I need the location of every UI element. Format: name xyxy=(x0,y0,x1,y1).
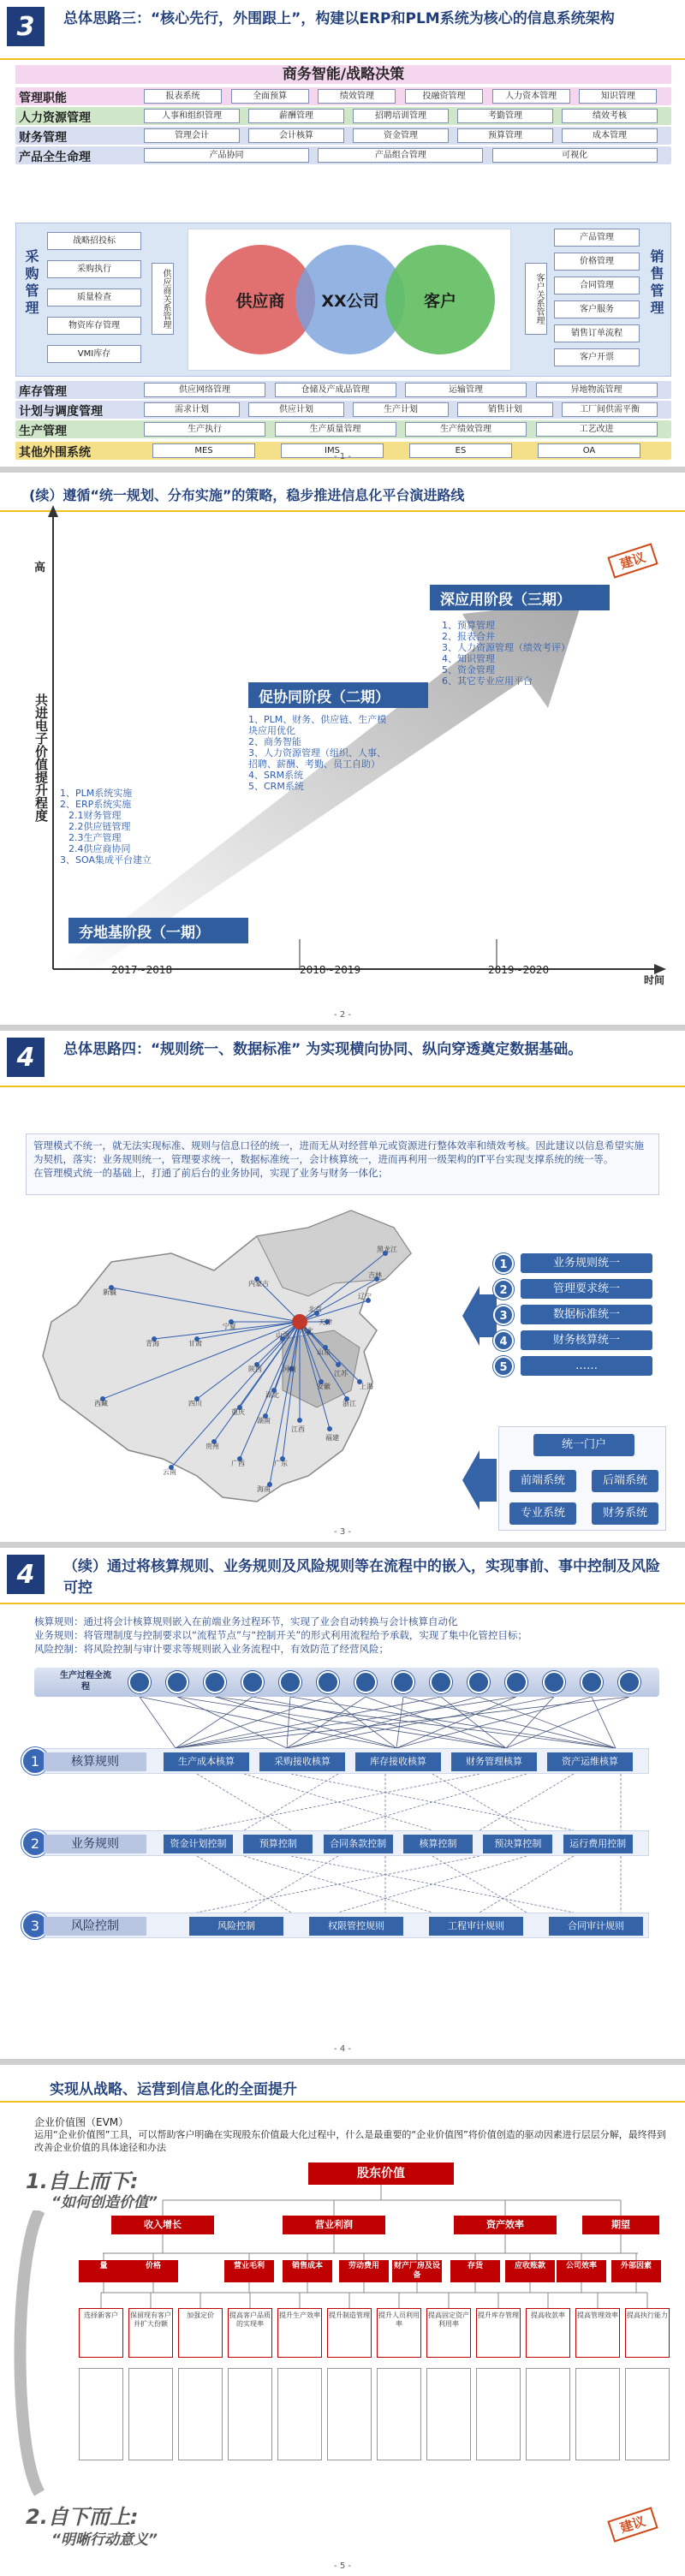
flow-connector xyxy=(140,1697,396,1748)
row-item: 异地物流管理 xyxy=(536,383,658,397)
process-step-icon xyxy=(505,1671,527,1693)
lane-connector-line xyxy=(197,1774,291,1830)
rule-number: 1 xyxy=(493,1253,514,1274)
map-province-label: 湖北 xyxy=(265,1391,279,1399)
lane-item: 风险控制 xyxy=(189,1917,283,1936)
purchase-label: 采购管理 xyxy=(23,249,39,318)
lane-connector-line xyxy=(197,1856,291,1913)
lane-connector-line xyxy=(338,1774,527,1830)
function-row xyxy=(15,420,671,438)
value-driver-l4: 提升生产效率 xyxy=(277,2308,322,2358)
process-label: 生产过程全流程 xyxy=(60,1671,111,1692)
function-row xyxy=(15,401,671,419)
map-province-label: 四川 xyxy=(188,1400,202,1407)
stage-item: 2.3生产管理 xyxy=(68,832,122,843)
row-label: 财务管理 xyxy=(19,131,67,145)
step1-desc: “如何创造价值” xyxy=(51,2194,158,2211)
stage-item: 2.2供应链管理 xyxy=(68,821,131,832)
sales-label: 销售管理 xyxy=(648,249,664,318)
function-row xyxy=(15,107,671,125)
stage-item: 3、SOA集成平台建立 xyxy=(60,854,152,866)
value-driver-l2: 收入增长 xyxy=(111,2216,214,2234)
map-province-label: 江西 xyxy=(291,1425,305,1433)
flow-connector xyxy=(287,1697,290,1748)
value-action-box xyxy=(377,2368,421,2460)
rules-description xyxy=(34,1615,659,1656)
map-province-label: 贵州 xyxy=(206,1443,219,1450)
map-province-label: 广东 xyxy=(274,1460,288,1467)
rule-line: 风险控制：将风险控制与审计要求等规则嵌入业务流程中，有效防范了经营风险； xyxy=(34,1643,389,1655)
row-item: 会计核算 xyxy=(248,128,344,143)
lane-connector-line xyxy=(244,1856,338,1913)
function-row xyxy=(15,87,671,105)
map-province-label: 北京 xyxy=(308,1306,322,1313)
lane-item: 运行费用控制 xyxy=(563,1835,633,1853)
function-row xyxy=(15,127,671,145)
map-province-label: 云南 xyxy=(163,1468,176,1476)
process-step-icon xyxy=(392,1671,414,1693)
stage-3-label: 深应用阶段（三期） xyxy=(430,585,610,610)
row-item: 生产执行 xyxy=(144,422,265,437)
flow-connector xyxy=(287,1697,479,1748)
page-number: - 4 - xyxy=(334,2044,351,2054)
row-item: 工厂间供需平衡 xyxy=(562,402,658,417)
row-label: 人力资源管理 xyxy=(19,111,91,125)
row-item: 资金管理 xyxy=(353,128,449,143)
intro-box xyxy=(26,1133,659,1195)
purchase-item: 质量检查 xyxy=(47,289,141,306)
lane-connector-line xyxy=(480,1774,574,1830)
backend-box: 后端系统 xyxy=(592,1470,658,1492)
stage-item: 5、CRM系统 xyxy=(248,781,304,792)
process-step-icon xyxy=(543,1671,565,1693)
map-province-label: 陕西 xyxy=(248,1365,262,1373)
process-step-icon xyxy=(204,1671,226,1693)
lane-label: 风险控制 xyxy=(44,1917,146,1936)
stage-item: 5、资金管理 xyxy=(442,664,495,675)
other-item: IMS xyxy=(281,443,384,458)
map-node xyxy=(337,1363,341,1367)
process-step-icon xyxy=(468,1671,490,1693)
stage-item: 2、报表合并 xyxy=(442,631,495,642)
systems-panel xyxy=(498,1426,666,1531)
map-province-label: 重庆 xyxy=(231,1408,245,1416)
flow-connector xyxy=(253,1697,506,1748)
intro-paragraph-2: 在管理模式统一的基础上，打通了前后台的业务协同，实现了业务与财务一体化； xyxy=(33,1167,388,1179)
row-label: 计划与调度管理 xyxy=(19,405,103,419)
lane-connector-line xyxy=(244,1774,432,1830)
row-item: 投融资管理 xyxy=(405,89,483,104)
row-item: 全面预算 xyxy=(231,89,309,104)
map-province-label: 新疆 xyxy=(103,1288,116,1296)
stage-2-label: 促协同阶段（二期） xyxy=(248,682,428,708)
rule-line: 业务规则：将管理制度与控制要求以“流程节点”与“控制开关”的形式利用流程给予承载，实现了集中化管控目标； xyxy=(34,1629,527,1641)
row-item: 成本管理 xyxy=(562,128,658,143)
year-3: 2019~2020 xyxy=(488,964,550,976)
row-item: 报表系统 xyxy=(144,89,222,104)
row-item: 生产绩效管理 xyxy=(405,422,527,437)
value-driver-l2: 营业利润 xyxy=(283,2216,385,2234)
purchase-item: 战略招投标 xyxy=(47,232,141,250)
value-driver-l4: 提高固定资产利用率 xyxy=(426,2308,471,2358)
map-province-label: 江苏 xyxy=(334,1370,348,1377)
middle-section xyxy=(15,223,671,377)
step2-label: 2.自下而上: xyxy=(26,2505,139,2529)
map-province-label: 浙江 xyxy=(342,1400,356,1407)
row-item: 生产质量管理 xyxy=(275,422,396,437)
slide-title: （续）通过将核算规则、业务规则及风险规则等在流程中的嵌入，实现事前、事中控制及风险可控 xyxy=(63,1558,660,1597)
value-driver-l4: 保留现有客户并扩大份额 xyxy=(128,2308,173,2358)
stage-1-items xyxy=(60,788,231,866)
value-driver-l3: 应收账款 xyxy=(505,2260,555,2282)
x-axis-label: 时间 xyxy=(644,974,665,986)
rule-item: 财务核算统一 xyxy=(521,1330,652,1350)
professional-box: 专业系统 xyxy=(509,1502,576,1525)
row-item: 运输管理 xyxy=(405,383,527,397)
row-item: 绩效管理 xyxy=(318,89,396,104)
row-item: 人事和组织管理 xyxy=(144,109,240,123)
process-step-icon xyxy=(430,1671,452,1693)
stage-item: 4、SRM系统 xyxy=(248,770,304,781)
map-province-label: 湖南 xyxy=(257,1417,271,1425)
lane-item: 财务管理核算 xyxy=(451,1752,537,1771)
year-2: 2018~2019 xyxy=(300,964,361,976)
value-driver-l4: 提升人员利用率 xyxy=(377,2308,421,2358)
map-province-label: 广西 xyxy=(231,1460,245,1467)
value-driver-l3: 营业毛利 xyxy=(224,2260,274,2282)
lane-item: 资金计划控制 xyxy=(164,1835,233,1853)
row-item: 产品组合管理 xyxy=(318,148,483,163)
row-item: 预算管理 xyxy=(457,128,553,143)
sales-item: 合同管理 xyxy=(554,277,640,294)
company-circle: XX公司 xyxy=(295,245,405,354)
process-step-icon xyxy=(581,1671,603,1693)
lane-connector xyxy=(0,1774,685,1830)
map-province-label: 青海 xyxy=(146,1340,159,1347)
value-action-box xyxy=(79,2368,123,2460)
stage-item: 3、人力资源管理（绩效考评） xyxy=(442,642,570,653)
rule-item: 数据标准统一 xyxy=(521,1305,652,1324)
slide-3 xyxy=(0,1031,685,1542)
lane-number: 1 xyxy=(21,1747,49,1775)
left-arrow-1 xyxy=(462,1286,497,1346)
map-province-label: 甘肃 xyxy=(188,1340,202,1347)
map-province-label: 内蒙古 xyxy=(248,1280,269,1288)
row-item: 供应计划 xyxy=(248,402,344,417)
value-driver-l4: 提高收款率 xyxy=(526,2308,570,2358)
process-step-icon xyxy=(317,1671,339,1693)
slide-title: (续）遵循“统一规划、分布实施”的策略，稳步推进信息化平台演进路线 xyxy=(29,487,465,503)
stage-2-items xyxy=(248,714,394,792)
row-item: 产品协同 xyxy=(144,148,309,163)
sales-item: 客户服务 xyxy=(554,300,640,318)
row-item: 薪酬管理 xyxy=(248,109,344,123)
rule-lane xyxy=(30,1830,649,1856)
value-driver-l2: 资产效率 xyxy=(454,2216,557,2234)
row-item: 销售计划 xyxy=(457,402,553,417)
title-rule xyxy=(0,58,685,60)
value-driver-l4: 选择新客户 xyxy=(79,2308,123,2358)
map-province-label: 黑龙江 xyxy=(377,1246,397,1253)
rule-number: 4 xyxy=(493,1330,514,1351)
rule-number: 2 xyxy=(493,1279,514,1300)
y-axis-arrow xyxy=(48,505,58,517)
lane-item: 预决算控制 xyxy=(483,1835,552,1853)
map-province-label: 安徽 xyxy=(317,1383,331,1390)
lane-item: 合同审计规则 xyxy=(549,1917,643,1936)
lane-item: 权限管控规则 xyxy=(309,1917,403,1936)
y-high-label: 高 xyxy=(34,562,46,574)
row-item: 工艺改进 xyxy=(536,422,658,437)
lane-item: 核算控制 xyxy=(403,1835,473,1853)
value-driver-l3: 劳动费用 xyxy=(339,2260,389,2282)
map-province-label: 吉林 xyxy=(368,1271,382,1279)
map-province-label: 福建 xyxy=(325,1434,339,1442)
rule-item: 管理要求统一 xyxy=(521,1279,652,1299)
year-1: 2017~2018 xyxy=(111,964,173,976)
map-node xyxy=(298,1419,302,1423)
lane-connector-line xyxy=(338,1856,527,1913)
row-item: 供应网络管理 xyxy=(144,383,265,397)
lane-item: 预算控制 xyxy=(243,1835,313,1853)
map-province-label: 河北 xyxy=(300,1327,313,1335)
stage-item: 6、其它专业应用平台 xyxy=(442,675,533,687)
process-band xyxy=(34,1668,659,1697)
section-badge: 3 xyxy=(7,7,45,46)
value-action-box xyxy=(625,2368,670,2460)
evm-subtitle: 企业价值图（EVM） xyxy=(34,2116,129,2128)
value-action-box xyxy=(178,2368,223,2460)
intro-paragraph-1: 管理模式不统一，就无法实现标准、规则与信息口径的统一，进而无从对经营单元或资源进行整体效率和绩效考核。因此建议以信息希望实施为契机，落实：业务规则统一，管理要求统一，数据标准统一，会计核算统一，进而再利用一级架构的IT平台实现支撑系统的统一等。 xyxy=(33,1139,644,1165)
map-province-label: 河南 xyxy=(283,1365,296,1373)
title-rule xyxy=(0,1086,685,1087)
value-driver-l2: 期望 xyxy=(582,2216,659,2234)
function-row xyxy=(15,146,671,164)
page-number: - 2 - xyxy=(334,1010,351,1020)
customer-circle: 客户 xyxy=(385,245,495,354)
page-number: - 1 - xyxy=(334,452,351,461)
customer-relation-box: 客户关系管理 xyxy=(525,263,547,335)
process-step-icon xyxy=(166,1671,188,1693)
left-arrow-2 xyxy=(462,1450,497,1510)
stage-item: 2、ERP系统实施 xyxy=(60,799,132,810)
purchase-item: VMI库存 xyxy=(47,345,141,363)
stage-3-items xyxy=(442,620,587,687)
purchase-item: 采购执行 xyxy=(47,260,141,278)
lane-connector-line xyxy=(480,1856,574,1913)
value-action-box xyxy=(526,2368,570,2460)
lane-item: 合同条款控制 xyxy=(324,1835,393,1853)
stage-item: 2.4供应商协同 xyxy=(68,843,131,854)
page-number: - 3 - xyxy=(334,1527,351,1537)
sales-item: 销售订单流程 xyxy=(554,324,640,342)
lane-connector-line xyxy=(291,1856,574,1913)
lane-connector-line xyxy=(244,1774,338,1830)
value-driver-l3: 外部因素 xyxy=(611,2260,661,2282)
center-panel xyxy=(188,229,511,371)
stage-item: 4、知识管理 xyxy=(442,653,495,664)
value-action-box xyxy=(575,2368,620,2460)
lane-connector-line xyxy=(432,1856,527,1913)
value-driver-l4: 提高执行能力 xyxy=(625,2308,670,2358)
process-step-icon xyxy=(128,1671,151,1693)
value-driver-l4: 提高客户品质的实现率 xyxy=(228,2308,272,2358)
lane-connector xyxy=(0,1856,685,1913)
row-item: 考勤管理 xyxy=(457,109,553,123)
slide-2 xyxy=(0,473,685,1025)
value-driver-l3: 销售成本 xyxy=(283,2260,332,2282)
lane-label: 核算规则 xyxy=(44,1752,146,1771)
value-driver-l4: 提升制造管理 xyxy=(327,2308,372,2358)
map-province-label: 辽宁 xyxy=(358,1293,372,1300)
suggest-stamp: 建议 xyxy=(607,2507,658,2542)
suggest-stamp: 建议 xyxy=(607,543,658,578)
map-province-label: 山东 xyxy=(317,1348,331,1356)
map-province-label: 山西 xyxy=(276,1331,289,1339)
value-action-box xyxy=(277,2368,322,2460)
value-action-box xyxy=(128,2368,173,2460)
lane-connector-line xyxy=(291,1774,574,1830)
slide-4 xyxy=(0,1548,685,2059)
rule-line: 核算规则：通过将会计核算规则嵌入在前端业务过程环节，实现了业会自动转换与会计核算自动化 xyxy=(34,1615,458,1627)
lane-connector-line xyxy=(432,1774,527,1830)
row-label: 产品全生命理 xyxy=(19,151,91,164)
stage-item: 2.1财务管理 xyxy=(68,810,122,821)
sales-item: 价格管理 xyxy=(554,253,640,271)
step1-label: 1.自上而下: xyxy=(26,2169,139,2193)
flow-connector xyxy=(140,1697,176,1748)
row-item: 绩效考核 xyxy=(562,109,658,123)
lane-connector-line xyxy=(197,1856,480,1913)
value-driver-l3: 价格 xyxy=(128,2260,178,2282)
value-driver-l3: 存货 xyxy=(450,2260,500,2282)
lane-number: 2 xyxy=(21,1829,49,1857)
map-province-label: 海南 xyxy=(257,1485,271,1493)
row-item: 可视化 xyxy=(492,148,658,163)
stage-item: 3、人力资源管理（组织、人事、招聘、薪酬、考勤、员工自助） xyxy=(248,747,386,770)
other-item: ES xyxy=(409,443,512,458)
value-action-box xyxy=(426,2368,471,2460)
stage-item: 1、预算管理 xyxy=(442,620,495,631)
stage-item: 1、PLM系统实施 xyxy=(60,788,133,799)
value-driver-l3: 公司效率 xyxy=(557,2260,606,2282)
bi-banner: 商务智能/战略决策 xyxy=(15,65,671,84)
value-action-box xyxy=(327,2368,372,2460)
supplier-circle: 供应商 xyxy=(206,245,315,354)
map-province-label: 天津 xyxy=(319,1318,332,1326)
value-driver-l4: 加强定价 xyxy=(178,2308,223,2358)
portal-box: 统一门户 xyxy=(533,1434,634,1456)
map-province-label: 宁夏 xyxy=(223,1323,236,1330)
lane-item: 工程审计规则 xyxy=(429,1917,523,1936)
flow-lines xyxy=(0,1697,685,1748)
title-rule xyxy=(0,1603,685,1604)
row-label: 库存管理 xyxy=(19,385,67,399)
map-node xyxy=(328,1427,332,1431)
rule-number: 3 xyxy=(493,1305,514,1325)
slide-title: 总体思路四：“规则统一、数据标准” 为实现横向协同、纵向穿透奠定数据基础。 xyxy=(63,1041,583,1058)
section-badge: 4 xyxy=(7,1038,45,1077)
lane-item: 生产成本核算 xyxy=(164,1752,249,1771)
page-number: - 5 - xyxy=(334,2561,351,2571)
step2-desc: “明晰行动意义” xyxy=(51,2531,158,2549)
value-driver-l4: 提升库存管理 xyxy=(476,2308,521,2358)
evm-intro: 运用“企业价值图”工具，可以帮助客户明确在实现股东价值最大化过程中，什么是最重要的“企业价值图”将价值创造的驱动因素进行层层分解，最终得到改善企业价值的具体途径和办法 xyxy=(34,2129,666,2153)
stage-item: 2、商务智能 xyxy=(248,736,301,747)
rule-item: 业务规则统一 xyxy=(521,1253,652,1273)
lane-item: 资产运维核算 xyxy=(547,1752,633,1771)
row-item: 管理会计 xyxy=(144,128,240,143)
rule-number: 5 xyxy=(493,1356,514,1377)
value-action-box xyxy=(228,2368,272,2460)
frontend-box: 前端系统 xyxy=(509,1470,576,1492)
flow-connector xyxy=(177,1697,287,1748)
lane-label: 业务规则 xyxy=(44,1835,146,1853)
function-row xyxy=(15,381,671,399)
section-badge: 4 xyxy=(7,1555,45,1594)
rule-lane xyxy=(30,1748,649,1774)
row-item: 生产计划 xyxy=(353,402,449,417)
purchase-item: 物资库存管理 xyxy=(47,317,141,335)
other-systems-label: 其他外围系统 xyxy=(19,446,91,460)
lane-item: 采购接收核算 xyxy=(259,1752,345,1771)
title-rule xyxy=(0,2101,685,2103)
slide-1 xyxy=(0,0,685,467)
process-step-icon xyxy=(354,1671,377,1693)
lane-connector-line xyxy=(244,1856,432,1913)
rule-lane xyxy=(30,1913,649,1938)
row-label: 生产管理 xyxy=(19,425,67,438)
stage-item: 1、PLM、财务、供应链、生产模块应用优化 xyxy=(248,714,387,736)
row-item: 需求计划 xyxy=(144,402,240,417)
rule-item: …… xyxy=(521,1356,652,1376)
value-driver-l3: 财产厂房及设备 xyxy=(392,2260,442,2282)
flow-connector xyxy=(287,1697,554,1748)
value-driver-l3: 量 xyxy=(79,2260,128,2282)
sales-item: 产品管理 xyxy=(554,229,640,247)
lane-item: 库存接收核算 xyxy=(355,1752,441,1771)
stage-1-label: 夯地基阶段（一期） xyxy=(68,918,248,943)
row-item: 招聘培训管理 xyxy=(353,109,449,123)
value-action-box xyxy=(476,2368,521,2460)
row-item: 知识管理 xyxy=(579,89,657,104)
value-driver-l4: 提高管理效率 xyxy=(575,2308,620,2358)
row-label: 管理职能 xyxy=(19,92,67,105)
shareholder-value: 股东价值 xyxy=(308,2163,454,2185)
row-item: 人力资本管理 xyxy=(492,89,570,104)
other-item: MES xyxy=(152,443,255,458)
china-map xyxy=(26,1202,437,1519)
supplier-relation-box: 供应商关系管理 xyxy=(152,263,174,335)
sales-item: 客户开票 xyxy=(554,348,640,366)
y-axis-label: 共进电子价值提升程度 xyxy=(33,693,49,822)
process-step-icon xyxy=(618,1671,640,1693)
slide-title: 总体思路三：“核心先行，外围跟上”，构建以ERP和PLM系统为核心的信息系统架构 xyxy=(63,10,615,27)
finance-box: 财务系统 xyxy=(592,1502,658,1525)
map-province-label: 西藏 xyxy=(94,1400,108,1407)
other-item: OA xyxy=(538,443,640,458)
slide-title: 实现从战略、运营到信息化的全面提升 xyxy=(50,2081,297,2098)
row-item: 仓储及产成品管理 xyxy=(275,383,396,397)
process-step-icon xyxy=(279,1671,301,1693)
lane-number: 3 xyxy=(21,1912,49,1939)
lane-connector-line xyxy=(197,1774,480,1830)
process-step-icon xyxy=(241,1671,264,1693)
slide-5 xyxy=(0,2065,685,2576)
map-province-label: 上海 xyxy=(360,1383,373,1390)
